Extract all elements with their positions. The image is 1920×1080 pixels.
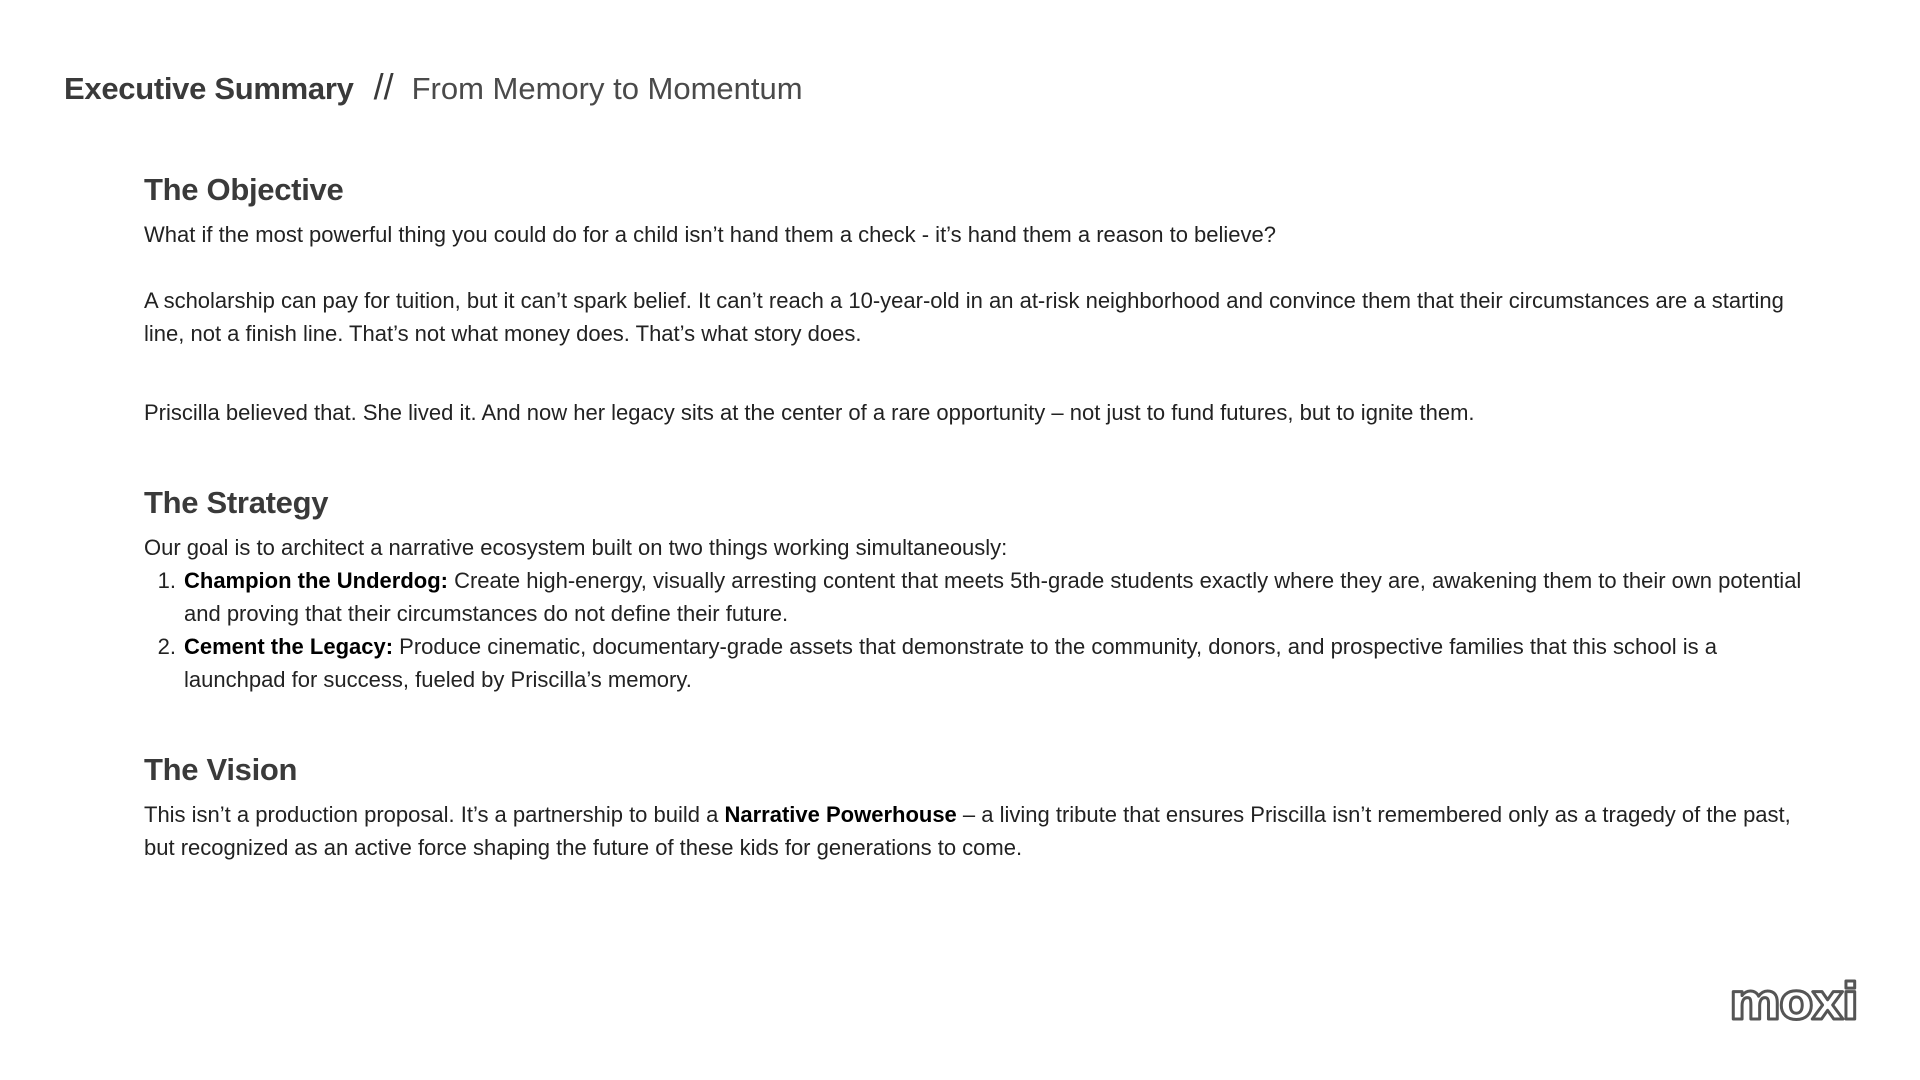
list-number: 2.: [157, 634, 176, 659]
summary-content: [144, 172, 1804, 864]
list-item: [144, 630, 1804, 696]
page-subtitle: From Memory to Momentum: [411, 71, 803, 106]
strategy-intro: Our goal is to architect a narrative ecosystem built on two things working simultaneously:: [144, 535, 1008, 560]
moxi-logo-icon: [1718, 976, 1868, 1030]
strategy-heading: The Strategy: [144, 485, 329, 520]
list-number: 1.: [157, 568, 176, 593]
header-separator: //: [373, 66, 394, 107]
vision-text-before: This isn’t a production proposal. It’s a partnership to build a: [144, 802, 725, 827]
list-item-title: Cement the Legacy:: [184, 634, 394, 659]
vision-highlight: Narrative Powerhouse: [724, 802, 957, 827]
list-item-text: Create high-energy, visually arresting content that meets 5th-grade students exactly where they are, awakening them to their own potential and proving that their circumstances do not define their future.: [184, 568, 1802, 626]
list-item-body: [184, 564, 1804, 630]
vision-text-after: – a living tribute that ensures Priscilla isn’t remembered only as a tragedy of the past, but recognized as an active force shaping the future of these kids for generations to come.: [144, 802, 1791, 860]
strategy-list: [144, 564, 1804, 696]
page-title: Executive Summary: [64, 71, 354, 106]
vision-section: [144, 752, 1804, 864]
objective-heading: The Objective: [144, 172, 344, 207]
objective-paragraph-3: Priscilla believed that. She lived it. And now her legacy sits at the center of a rare opportunity – not just to fund futures, but to ignite them.: [144, 400, 1475, 425]
list-item-body: [184, 630, 1804, 696]
vision-paragraph: [144, 798, 1804, 864]
page-header: [64, 66, 803, 108]
list-item-text: Produce cinematic, documentary-grade assets that demonstrate to the community, donors, and prospective families that this school is a launchpad for success, fueled by Priscilla’s memory.: [184, 634, 1717, 692]
vision-heading: The Vision: [144, 752, 298, 787]
logo-text: moxi: [1729, 976, 1857, 1030]
objective-paragraph-2: A scholarship can pay for tuition, but it can’t spark belief. It can’t reach a 10-year-old in an at-risk neighborhood and convince them that their circumstances are a starting line, not a finish line. That’s not what money does. That’s what story does.: [144, 288, 1784, 346]
list-item-title: Champion the Underdog:: [184, 568, 448, 593]
objective-paragraph-1: What if the most powerful thing you could do for a child isn’t hand them a check - it’s hand them a reason to believe?: [144, 222, 1277, 247]
objective-section: [144, 172, 1804, 429]
strategy-section: [144, 485, 1804, 696]
list-item: [144, 564, 1804, 630]
